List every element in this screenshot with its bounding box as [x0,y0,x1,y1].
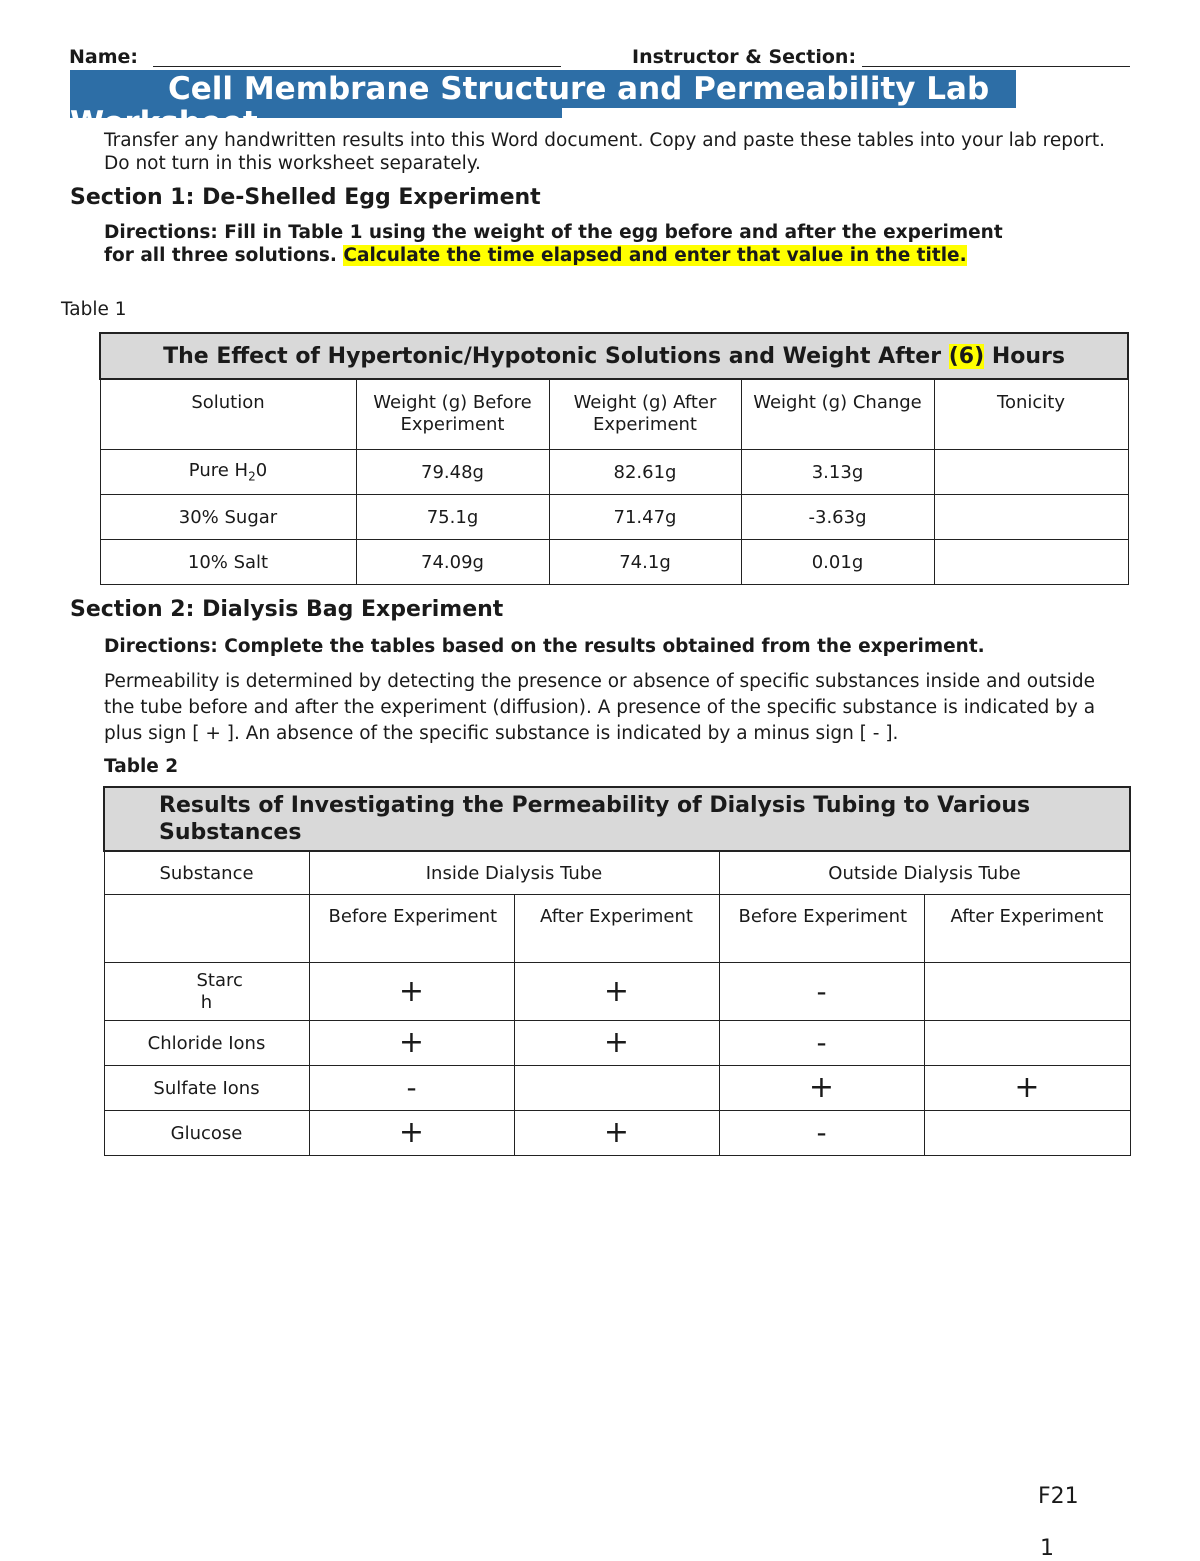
table2-substance-cell: Sulfate Ions [104,1066,309,1111]
table1-after-cell[interactable]: 82.61g [549,450,741,495]
instructor-field-line[interactable] [862,66,1130,67]
table1-after-cell[interactable]: 71.47g [549,495,741,540]
name-label: Name: [69,46,139,68]
solution-text: Pure H [188,460,249,482]
section1-directions [104,221,1034,267]
solution-subscript: 2 [248,469,256,484]
table2-inside-before-cell[interactable]: + [309,963,514,1021]
table1-header-tonicity: Tonicity [934,379,1128,450]
table2-label: Table 2 [104,756,179,777]
table2 [103,786,1131,1156]
table2-outside-before-cell[interactable]: - [719,1021,924,1066]
table2-inside-after-cell[interactable] [514,1066,719,1111]
table1-title-tail: Hours [984,343,1065,369]
table1-header-change: Weight (g) Change [741,379,934,450]
table2-inside-after-cell[interactable]: + [514,1111,719,1156]
table2-subheader-empty [104,895,309,963]
solution-tail: 0 [255,460,268,482]
table-row [100,495,1128,540]
table2-subheader-inside-before: Before Experiment [309,895,514,963]
table1-solution-cell: 30% Sugar [100,495,356,540]
table-row [104,1066,1130,1111]
table2-header-inside: Inside Dialysis Tube [309,851,719,895]
page-title: Cell Membrane Structure and Permeability Lab [168,71,990,107]
table-row [104,1111,1130,1156]
table1-change-cell[interactable]: 0.01g [741,540,934,585]
footer-code: F21 [1038,1484,1079,1509]
table-row [100,540,1128,585]
table1-tonicity-cell[interactable] [934,450,1128,495]
section1-directions-text: Directions: Fill in Table 1 using the weight of the egg before and after the experiment for all three solutions. [104,222,1003,266]
table2-inside-before-cell[interactable]: + [309,1111,514,1156]
table1-label: Table 1 [61,299,127,320]
table1-header-before: Weight (g) Before Experiment [356,379,549,450]
table2-outside-after-cell[interactable] [924,1111,1130,1156]
table1-solution-cell [100,450,356,495]
table2-header-outside: Outside Dialysis Tube [719,851,1130,895]
table2-substance-cell: Glucose [104,1111,309,1156]
table-row [104,1021,1130,1066]
table1-tonicity-cell[interactable] [934,540,1128,585]
table1-before-cell[interactable]: 74.09g [356,540,549,585]
table2-outside-before-cell[interactable]: + [719,1066,924,1111]
table2-inside-before-cell[interactable]: + [309,1021,514,1066]
table1-tonicity-cell[interactable] [934,495,1128,540]
table2-subheader-outside-after: After Experiment [924,895,1130,963]
table1-header-after: Weight (g) After Experiment [549,379,741,450]
section1-directions-highlight: Calculate the time elapsed and enter that value in the title. [343,245,967,266]
name-field-line[interactable] [153,66,561,67]
table1-before-cell[interactable]: 75.1g [356,495,549,540]
table2-outside-before-cell[interactable]: - [719,1111,924,1156]
table1-change-cell[interactable]: 3.13g [741,450,934,495]
table2-subheader-inside-after: After Experiment [514,895,719,963]
section1-heading: Section 1: De-Shelled Egg Experiment [70,185,541,210]
footer-code-tail: 1 [1040,1536,1054,1561]
table1-solution-cell: 10% Salt [100,540,356,585]
table-row [104,963,1130,1021]
table2-outside-after-cell[interactable] [924,963,1130,1021]
table2-outside-after-cell[interactable]: + [924,1066,1130,1111]
table1-change-cell[interactable]: -3.63g [741,495,934,540]
table1-title-text: The Effect of Hypertonic/Hypotonic Solutions and Weight After [163,343,949,369]
intro-text: Transfer any handwritten results into this Word document. Copy and paste these tables into your lab report. Do not turn in this worksheet separately. [104,130,1106,174]
table1-after-cell[interactable]: 74.1g [549,540,741,585]
section2-paragraph: Permeability is determined by detecting the presence or absence of specific substances inside and outside the tube before and after the experiment (diffusion). A presence of the specific substance is indicated by a plus sign [ + ]. An absence of the specific substance is indicated by a minus sign [ - ]. [104,671,1096,744]
table1-title [100,333,1128,379]
table2-outside-after-cell[interactable] [924,1021,1130,1066]
table2-inside-before-cell[interactable]: - [309,1066,514,1111]
instructor-section-label: Instructor & Section: [632,46,857,68]
table1-header-solution: Solution [100,379,356,450]
table2-subheader-outside-before: Before Experiment [719,895,924,963]
table1-title-hours: (6) [948,343,985,369]
table1-before-cell[interactable]: 79.48g [356,450,549,495]
table-row [100,450,1128,495]
section2-heading: Section 2: Dialysis Bag Experiment [70,597,504,622]
table1 [99,332,1129,585]
table2-substance-cell: Chloride Ions [104,1021,309,1066]
table2-outside-before-cell[interactable]: - [719,963,924,1021]
page-title-line2: Worksheet [70,105,258,141]
table2-header-substance: Substance [104,851,309,895]
table2-title: Results of Investigating the Permeability of Dialysis Tubing to Various Substances [104,787,1130,851]
table2-inside-after-cell[interactable]: + [514,1021,719,1066]
section2-directions: Directions: Complete the tables based on the results obtained from the experiment. [104,636,985,657]
table2-inside-after-cell[interactable]: + [514,963,719,1021]
table2-substance-cell: Starc h [104,963,309,1021]
